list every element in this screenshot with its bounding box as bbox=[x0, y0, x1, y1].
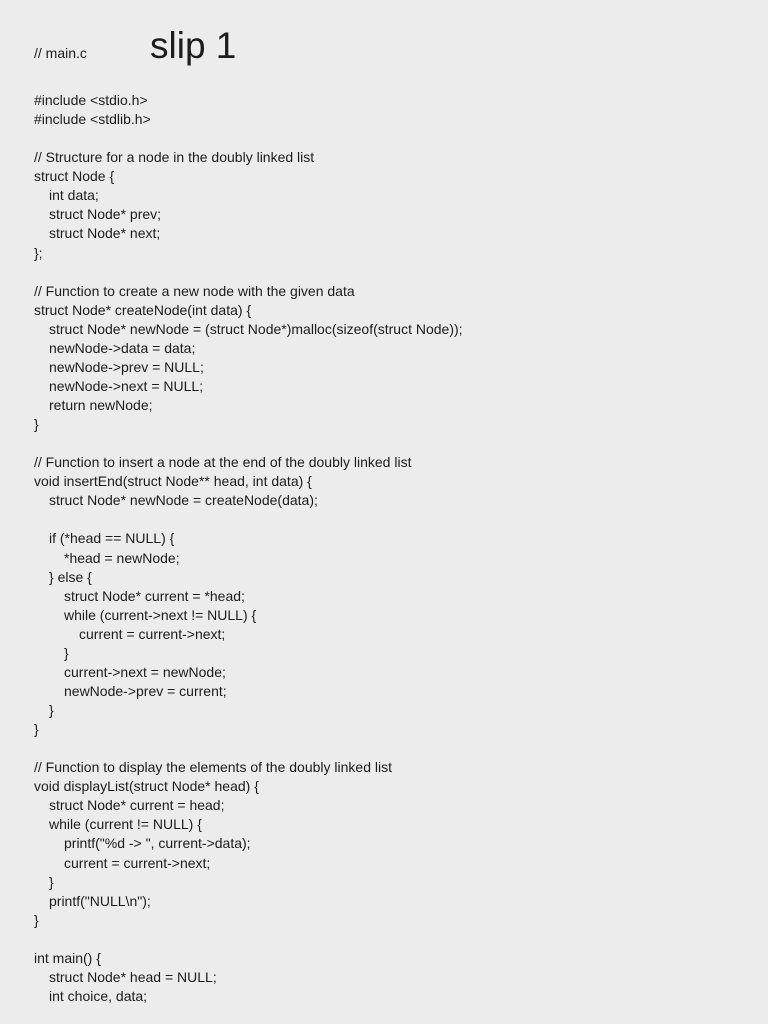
blank-line bbox=[34, 930, 734, 949]
code-line: struct Node* head = NULL; bbox=[49, 968, 217, 985]
code-line: newNode->data = data; bbox=[49, 339, 196, 356]
page-title: slip 1 bbox=[150, 25, 237, 66]
code-line: } else { bbox=[49, 568, 92, 585]
code-line: struct Node* current = head; bbox=[49, 797, 225, 814]
code-line: current->next = newNode; bbox=[64, 663, 226, 680]
code-line: void insertEnd(struct Node** head, int data) { bbox=[34, 473, 312, 490]
code-line: if (*head == NULL) { bbox=[49, 530, 175, 547]
code-line: newNode->prev = current; bbox=[64, 682, 227, 699]
code-line: while (current->next != NULL) { bbox=[64, 606, 257, 623]
code-line: } bbox=[49, 702, 54, 718]
blank-line bbox=[34, 739, 734, 758]
blank-line bbox=[34, 129, 734, 148]
code-line: #include <stdlib.h> bbox=[34, 111, 151, 128]
code-line: // Structure for a node in the doubly linked list bbox=[34, 149, 315, 166]
code-line: current = current->next; bbox=[64, 854, 211, 871]
code-line: void displayList(struct Node* head) { bbox=[34, 778, 259, 795]
code-line: // Function to display the elements of the doubly linked list bbox=[34, 759, 392, 776]
code-line: return newNode; bbox=[49, 397, 153, 413]
code-line: newNode->prev = NULL; bbox=[49, 358, 204, 375]
code-block bbox=[34, 91, 734, 1006]
code-line: while (current != NULL) { bbox=[49, 816, 202, 833]
code-line: int choice, data; bbox=[49, 987, 148, 1004]
code-line: struct Node* newNode = createNode(data); bbox=[49, 492, 318, 509]
file-name-comment: // main.c bbox=[34, 45, 87, 61]
code-line: }; bbox=[34, 244, 43, 261]
code-line: } bbox=[49, 873, 54, 890]
code-line: struct Node* current = *head; bbox=[64, 587, 245, 604]
code-line: } bbox=[34, 416, 39, 433]
code-line: } bbox=[64, 644, 69, 661]
code-line: *head = newNode; bbox=[64, 549, 180, 566]
code-line: struct Node* next; bbox=[49, 225, 161, 242]
code-line: int main() { bbox=[34, 949, 101, 966]
code-line: printf("%d -> ", current->data); bbox=[64, 835, 251, 852]
code-line: newNode->next = NULL; bbox=[49, 377, 204, 394]
code-line: current = current->next; bbox=[79, 625, 226, 642]
blank-line bbox=[34, 263, 734, 282]
code-line: } bbox=[34, 911, 39, 928]
code-line: // Function to insert a node at the end of the doubly linked list bbox=[34, 454, 412, 471]
code-line: int data; bbox=[49, 187, 99, 204]
code-line: #include <stdio.h> bbox=[34, 92, 148, 108]
code-line: } bbox=[34, 721, 39, 738]
code-line: struct Node* createNode(int data) { bbox=[34, 301, 252, 318]
code-line: // Function to create a new node with the given data bbox=[34, 282, 355, 299]
blank-line bbox=[34, 510, 734, 529]
code-line: printf("NULL\n"); bbox=[49, 892, 151, 909]
blank-line bbox=[34, 434, 734, 453]
code-line: struct Node* prev; bbox=[49, 206, 162, 223]
page-header bbox=[34, 24, 734, 74]
code-line: struct Node* newNode = (struct Node*)malloc(sizeof(struct Node)); bbox=[49, 320, 463, 337]
code-line: struct Node { bbox=[34, 168, 115, 185]
